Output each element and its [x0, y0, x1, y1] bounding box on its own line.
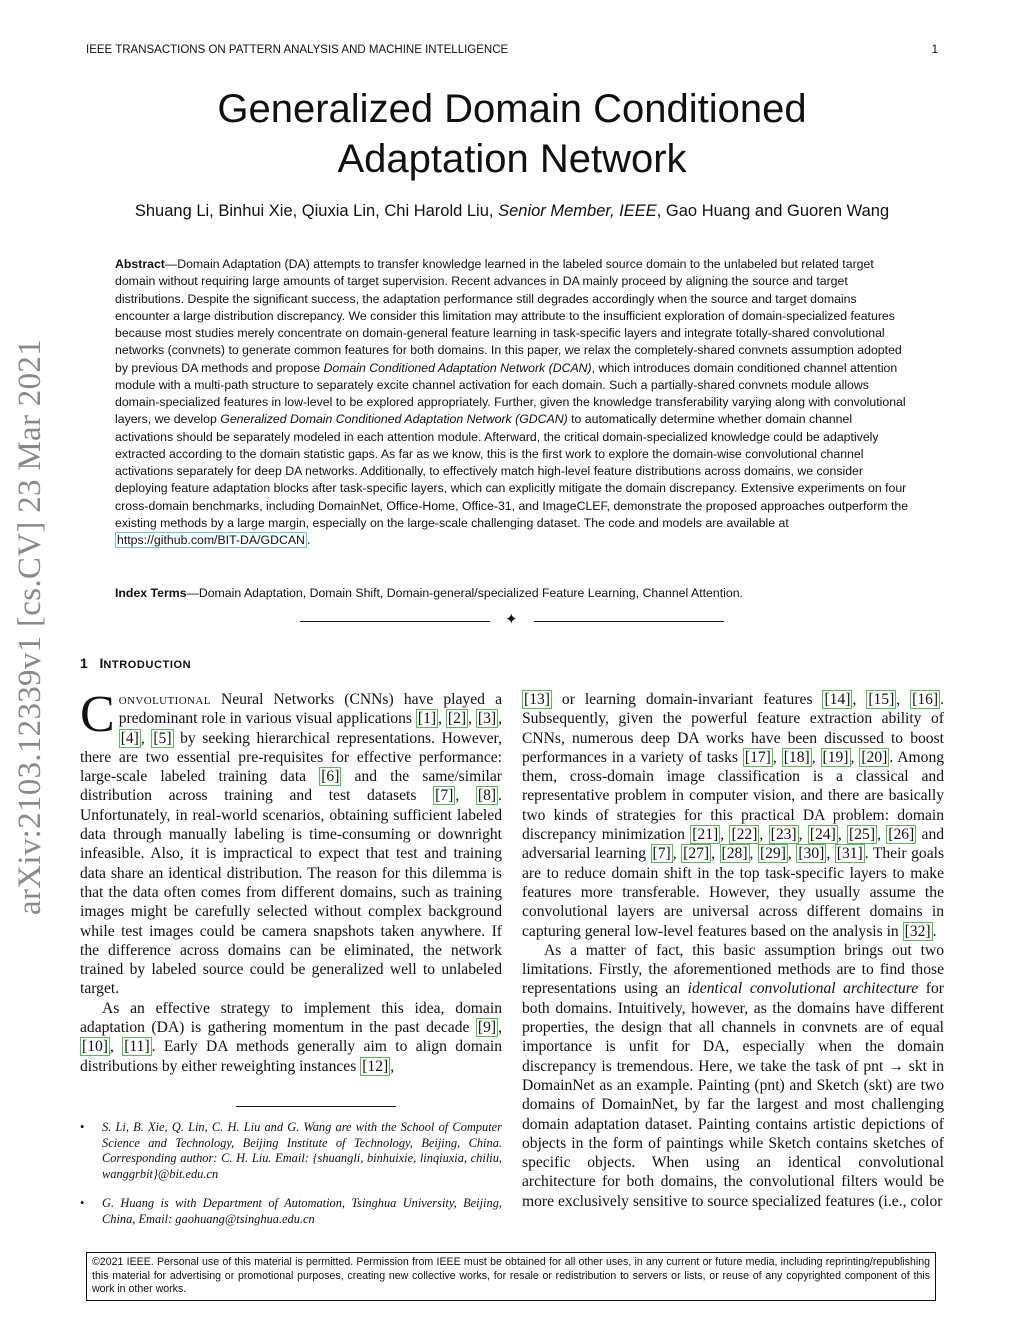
journal-name: IEEE TRANSACTIONS ON PATTERN ANALYSIS AND MACHINE INTELLIGENCE	[86, 44, 509, 56]
citation-link[interactable]: [3]	[477, 710, 497, 728]
section-title-rest: NTRODUCTION	[103, 659, 192, 671]
abstract-text: to automatically determine whether domain channel activations should be separately modeled in each attention module. Afterward, the critical domain-specialized knowledge could be adaptively extracted according to the domain statistic gaps. As far as we know, this is the first work to explore the domain-wise convolutional channel activations separately for deep DA networks. Additionally, to effectively match high-level feature distributions across domains, we consider deploying feature adaptation blocks after task-specific layers, which can explicitly mitigate the domain discrepancy. Extensive experiments on four cross-domain benchmarks, including DomainNet, Office-Home, Office-31, and ImageCLEF, demonstrate the proposed approaches outperform the existing methods by a large margin, especially on the large-scale challenging dataset. The code and models are available at	[115, 412, 909, 530]
citation-link[interactable]: [16]	[912, 691, 939, 708]
citation-link[interactable]: [18]	[783, 748, 810, 766]
title-line-2: Adaptation Network	[337, 137, 687, 181]
abstract-text: , which introduces domain conditioned channel attention module with a multi-path structure to separately excite channel activation for each domain. Such a partially-shared convnets module allows domain-specialized features in low-level to be explored appropriately. Further, given the knowledge transferability varying along with convolutional layers, we develop	[115, 360, 906, 427]
citation-link[interactable]: [28]	[721, 845, 748, 863]
citation-link[interactable]: [30]	[798, 845, 825, 863]
index-terms-text: —Domain Adaptation, Domain Shift, Domain-general/specialized Feature Learning, Channel Attention.	[186, 586, 743, 600]
section-number: 1	[80, 655, 88, 671]
lead-word: onvolutional	[118, 691, 211, 708]
section-heading	[80, 654, 502, 672]
citation-link[interactable]: [9]	[477, 1019, 497, 1037]
footnote-affiliation-tsinghua: • G. Huang is with Department of Automation, Tsinghua University, Beijing, China, Email: gaohuang@tsinghua.edu.cn	[80, 1196, 502, 1226]
citation-link[interactable]: [17]	[744, 748, 771, 766]
footnote-rule	[236, 1106, 396, 1107]
citation-link[interactable]: [22]	[731, 826, 758, 844]
title-line-1: Generalized Domain Conditioned	[217, 87, 807, 131]
author-names-rest: , Gao Huang and Guoren Wang	[656, 202, 890, 220]
index-terms-label: Index Terms	[115, 586, 187, 600]
code-link[interactable]: https://github.com/BIT-DA/GDCAN	[117, 533, 305, 547]
citation-link[interactable]: [26]	[888, 826, 915, 844]
citation-link[interactable]: [21]	[692, 826, 719, 844]
citation-link[interactable]: [6]	[321, 768, 340, 786]
citation-link[interactable]: [19]	[822, 748, 849, 766]
bullet-icon: •	[80, 1120, 85, 1134]
paragraph-4: As a matter of fact, this basic assumption brings out two limitations. Firstly, the aforementioned methods are to find those representations using an identical convolutional architecture for both domains. Intuitively, however, as the domains have different properties, the design that all channels in convnets are of equal importance is unfit for DA, especially when the domain discrepancy is tremendous. Here, we take the task of pnt → skt in DomainNet as an example. Painting (pnt) and Sketch (skt) are two domains of DomainNet, by far the largest and most challenging domain adaptation dataset. Painting contains artistic depictions of objects in the form of paintings while Sketch contains sketches of specific objects. When using an identical convolutional architecture for both domains, the convolutional filters would be more exclusively sensitive to source specialized features (i.e., color	[522, 941, 944, 1210]
citation-link[interactable]: [20]	[861, 748, 888, 766]
author-role: Senior Member, IEEE	[498, 202, 657, 220]
citation-link[interactable]: [31]	[836, 845, 863, 863]
dropcap: C	[80, 686, 115, 743]
citation-link[interactable]: [24]	[809, 826, 836, 844]
divider-star-icon: ✦	[505, 612, 518, 628]
paper-title	[0, 84, 1024, 184]
left-column	[80, 654, 502, 1076]
citation-link[interactable]: [15]	[868, 691, 895, 708]
citation-link[interactable]: [4]	[120, 729, 139, 747]
abstract-label: Abstract	[115, 257, 165, 271]
bullet-icon: •	[80, 1196, 85, 1210]
citation-link[interactable]: [32]	[904, 922, 931, 940]
citation-link[interactable]: [14]	[824, 691, 851, 708]
paragraph-1: Convolutional Neural Networks (CNNs) have played a predominant role in various visual applications [1] , [2] , [3] , [4] , [5] by seeking hierarchical representations. However, there are two essential pre-requisites for effective performance: large-scale labeled training data [6] and the same/similar distribution across training and test datasets [7] , [8] . Unfortunately, in real-world scenarios, obtaining sufficient labeled data through manually labeling is time-consuming or downright infeasible. Also, it is impractical to expect that test and training data share an identical distribution. The reason for this dilemma is that the data often comes from different domains, such as training images might be carefully selected without complex background while test images could be camera snapshots taken anywhere. If the difference across domains can be eliminated, the network trained by labeled source could be generalized well to unlabeled target.	[80, 686, 503, 998]
citation-link[interactable]: [5]	[153, 729, 172, 747]
page-number: 1	[931, 44, 938, 56]
citation-link[interactable]: [2]	[447, 710, 467, 728]
footnote-affiliation-bit: • S. Li, B. Xie, Q. Lin, C. H. Liu and G. Wang are with the School of Computer Science and Technology, Beijing Institute of Technology, Beijing, China. Corresponding author: C. H. Liu. Email: {shuangli, binhuixie, linqiuxia, chiliu, wanggrbit}@bit.edu.cn	[80, 1120, 502, 1181]
citation-link[interactable]: [8]	[477, 787, 497, 805]
index-terms	[115, 586, 911, 600]
citation-link[interactable]: [7]	[435, 787, 454, 805]
citation-link[interactable]: [11]	[124, 1038, 150, 1056]
abstract-text: —Domain Adaptation (DA) attempts to transfer knowledge learned in the labeled source domain to the unlabeled but related target domain without requiring large amounts of target supervision. Recent advances in DA mainly proceed by aligning the source and target distributions. Despite the significant success, the adaptation performance still degrades accordingly when the source and target domains encounter a large distribution discrepancy. We consider this limitation may attribute to the insufficient exploration of domain-specialized features because most studies merely concentrate on domain-general feature learning in task-specific layers and integrate totally-shared convolutional networks (convnets) to generate common features for both domains. In this paper, we relax the completely-shared convnets assumption adopted by previous DA methods and propose	[115, 257, 902, 375]
citation-link[interactable]: [13]	[524, 691, 550, 708]
section-initial: I	[99, 655, 104, 671]
section-divider	[300, 614, 724, 628]
citation-link[interactable]: [23]	[770, 826, 797, 844]
arxiv-identifier[interactable]: arXiv:2103.12339v1 [cs.CV] 23 Mar 2021	[12, 339, 48, 915]
citation-link[interactable]: [1]	[417, 710, 437, 728]
abstract-text: .	[306, 533, 311, 547]
abstract-gdcan: Generalized Domain Conditioned Adaptation Network (GDCAN)	[220, 412, 568, 427]
abstract	[115, 256, 911, 549]
citation-link[interactable]: [7]	[652, 845, 671, 863]
citation-link[interactable]: [10]	[82, 1038, 108, 1056]
abstract-dcan: Domain Conditioned Adaptation Network (DCAN)	[323, 360, 592, 375]
paragraph-3: [13] or learning domain-invariant features [14] , [15] , [16] . Subsequently, given the powerful feature extraction ability of CNNs, numerous deep DA works have been discussed to boost performances in a variety of tasks [17] , [18] , [19] , [20] . Among them, cross-domain image classification is a classical and representative problem in computer vision, and there are basically two kinds of strategies for this practical DA problem: domain discrepancy minimization [21] , [22] , [23] , [24] , [25] , [26] and adversarial learning [7] , [27] , [28] , [29] , [30] , [31] . Their goals are to reduce domain shift in the top task-specific layers to make features more transferable. However, they usually assume the convolutional layers are universal across different domains in capturing general low-level features based on the analysis in [32] .	[522, 691, 945, 940]
author-list	[0, 202, 1024, 221]
citation-link[interactable]: [25]	[849, 826, 876, 844]
author-names: Shuang Li, Binhui Xie, Qiuxia Lin, Chi Harold Liu,	[134, 202, 494, 220]
paragraph-2: As an effective strategy to implement this idea, domain adaptation (DA) is gathering momentum in the past decade [9] , [10] , [11] . Early DA methods generally aim to align domain distributions by either reweighting instances [12] ,	[80, 999, 503, 1075]
citation-link[interactable]: [27]	[683, 845, 710, 863]
copyright-notice: ©2021 IEEE. Personal use of this material is permitted. Permission from IEEE must be obtained for all other uses, in any current or future media, including reprinting/republishing this material for advertising or promotional purposes, creating new collective works, for resale or redistribution to servers or lists, or reuse of any copyrighted component of this work in other works.	[86, 1252, 936, 1301]
citation-link[interactable]: [29]	[759, 845, 786, 863]
right-column	[522, 690, 944, 1211]
running-header	[86, 44, 938, 60]
citation-link[interactable]: [12]	[362, 1057, 389, 1075]
